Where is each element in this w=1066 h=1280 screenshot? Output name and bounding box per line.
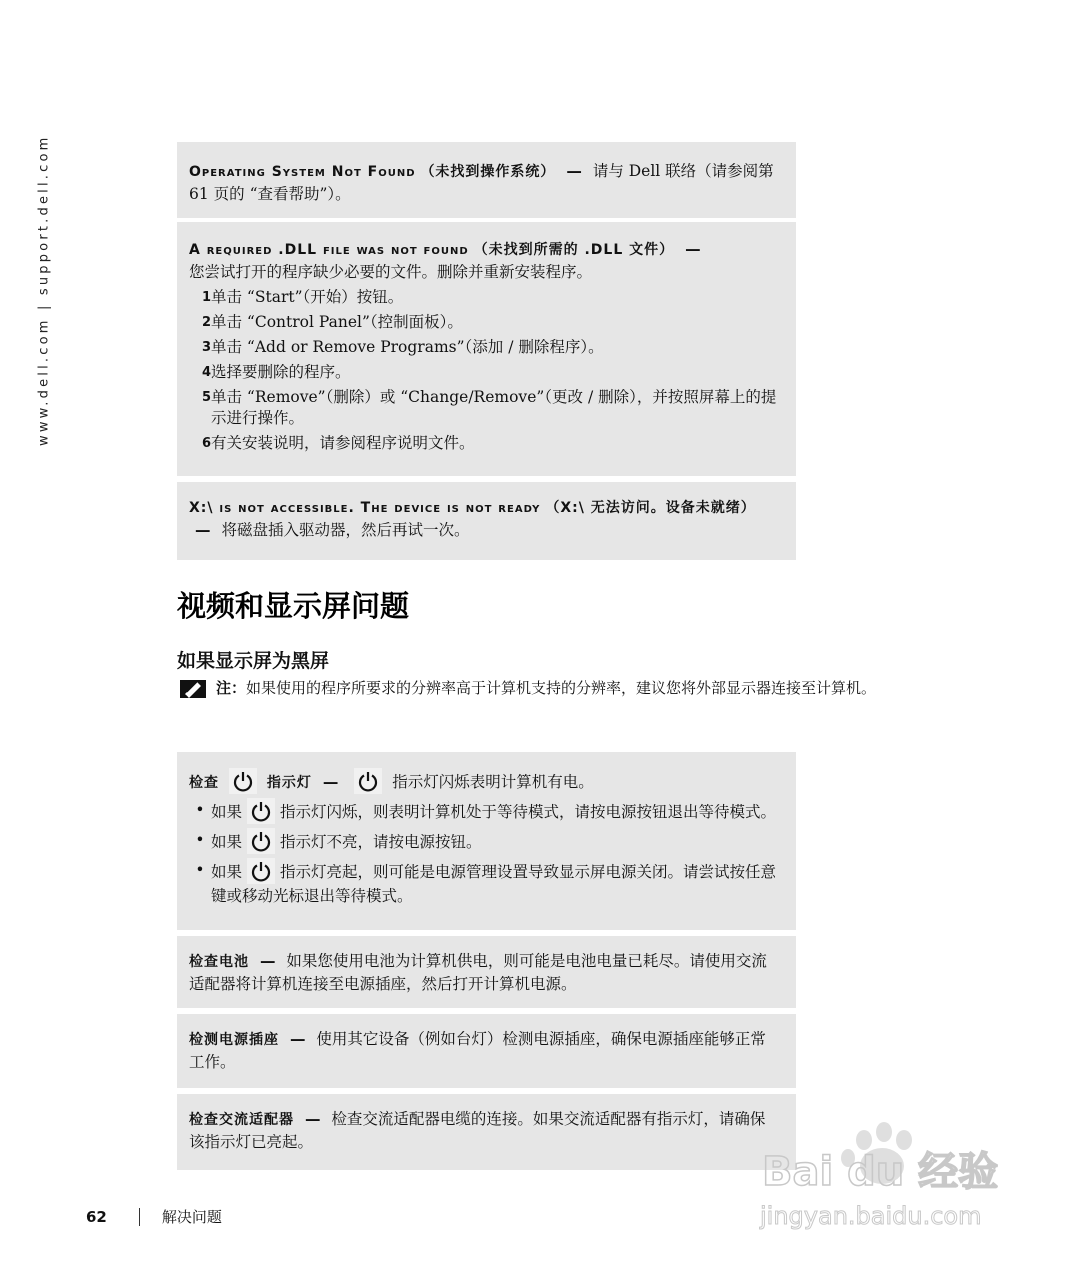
power-icon: [354, 768, 382, 794]
check-title: 检查: [189, 775, 219, 791]
footer-divider: [139, 1208, 140, 1226]
check-adapter-box: [177, 1094, 796, 1170]
list-item: 4 选择要删除的程序。: [201, 363, 351, 381]
error-body: 请与 Dell 联络（请参阅第 61 页的 “查看帮助”）。: [189, 162, 774, 203]
error-title-cn: （X:\ 无法访问。设备未就绪）: [545, 500, 756, 516]
check-body: 如果您使用电池为计算机供电，则可能是电池电量已耗尽。请使用交流适配器将计算机连接至电源插座，然后打开计算机电源。: [189, 952, 767, 993]
dash: —: [685, 240, 701, 258]
section-heading: 视频和显示屏问题: [177, 589, 410, 623]
list-item: • 如果 指示灯不亮，请按电源按钮。: [189, 830, 780, 856]
check-title: 检查交流适配器: [189, 1112, 294, 1128]
error-box-dll-not-found: [177, 222, 796, 476]
power-icon: [247, 828, 275, 854]
dash: —: [304, 1110, 321, 1128]
note-text: 如果使用的程序所要求的分辨率高于计算机支持的分辨率，建议您将外部显示器连接至计算机。: [246, 679, 877, 697]
note: [180, 678, 960, 706]
dash: —: [259, 952, 276, 970]
subsection-heading: 如果显示屏为黑屏: [177, 650, 330, 672]
error-title-cn: （未找到所需的 .DLL 文件）: [473, 242, 675, 258]
error-intro: 您尝试打开的程序缺少必要的文件。删除并重新安装程序。: [189, 263, 593, 281]
list-item: 2 单击 “Control Panel”（控制面板）。: [201, 313, 463, 331]
watermark-url: jingyan.baidu.com: [760, 1202, 982, 1230]
check-battery-box: [177, 936, 796, 1008]
note-label: 注：: [216, 679, 247, 697]
error-box-not-accessible: [177, 482, 796, 560]
error-title-cn: （未找到操作系统）: [420, 164, 556, 180]
error-title: X:\ is not accessible. The device is not ready: [189, 500, 541, 516]
list-item: • 如果 指示灯亮起，则可能是电源管理设置导致显示屏电源关闭。请尝试按任意键或移动光标退出等待模式。: [189, 860, 780, 907]
list-item: 6 有关安装说明，请参阅程序说明文件。: [201, 434, 475, 452]
error-title: A required .DLL file was not found: [189, 242, 469, 258]
baidu-watermark: [752, 1118, 1012, 1238]
check-title: 检查电池: [189, 954, 249, 970]
dash: —: [195, 521, 211, 539]
side-url: www.dell.com | support.dell.com: [36, 134, 52, 446]
bullet-list: [189, 800, 780, 907]
list-item: 1 单击 “Start”（开始）按钮。: [201, 288, 404, 306]
dash: —: [566, 162, 582, 180]
error-body: 将磁盘插入驱动器，然后再试一次。: [221, 521, 470, 539]
check-outlet-box: [177, 1014, 796, 1088]
pencil-icon: [180, 678, 216, 706]
list-item: • 如果 指示灯闪烁，则表明计算机处于等待模式，请按电源按钮退出等待模式。: [189, 800, 780, 826]
dash: —: [289, 1030, 306, 1048]
page-number: 62: [86, 1207, 107, 1226]
power-icon: [229, 768, 257, 794]
check-title: 检测电源插座: [189, 1032, 279, 1048]
list-item: 5 单击 “Remove”（删除）或 “Change/Remove”（更改 / 删除），并按照屏幕上的提示进行操作。: [201, 388, 777, 427]
check-body: 检查交流适配器电缆的连接。如果交流适配器有指示灯，请确保该指示灯已亮起。: [189, 1110, 766, 1151]
dash: —: [322, 773, 339, 791]
list-item: 3 单击 “Add or Remove Programs”（添加 / 删除程序）。: [201, 338, 604, 356]
watermark-brand: Bai du 经验: [762, 1149, 999, 1195]
power-icon: [247, 858, 275, 884]
error-box-os-not-found: [177, 142, 796, 218]
chapter-title: 解决问题: [161, 1208, 222, 1226]
power-icon: [247, 798, 275, 824]
check-title-b: 指示灯: [266, 775, 312, 791]
error-title: Operating System Not Found: [189, 164, 416, 180]
check-power-light-box: [177, 752, 796, 930]
step-list: [189, 287, 780, 454]
page-footer: [86, 1206, 222, 1227]
check-body: 使用其它设备（例如台灯）检测电源插座，确保电源插座能够正常工作。: [189, 1030, 766, 1071]
check-body: 指示灯闪烁表明计算机有电。: [392, 773, 594, 791]
